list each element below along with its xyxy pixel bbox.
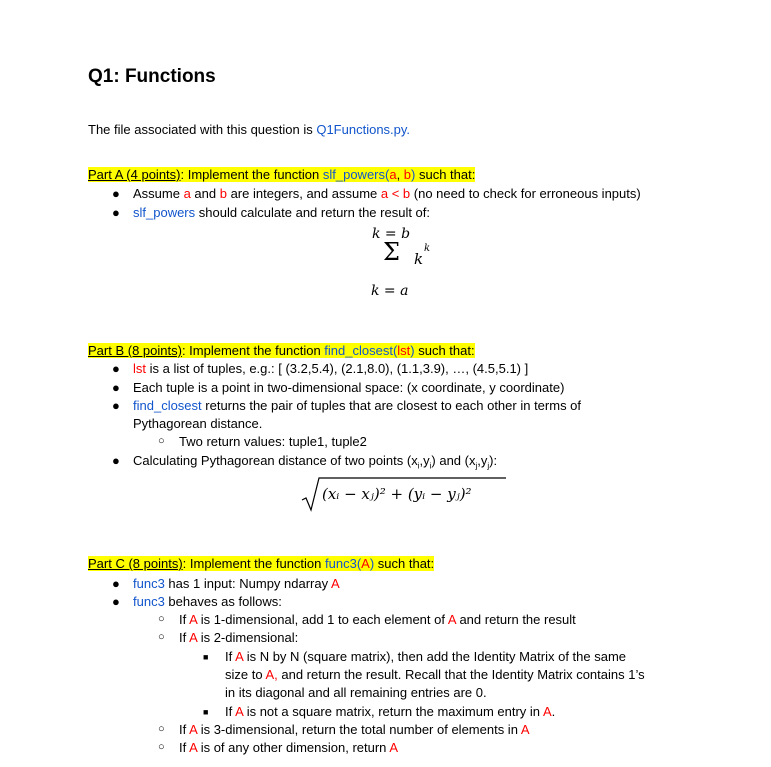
bullet-icon: ● bbox=[112, 453, 120, 468]
sum-upper-limit: k = b bbox=[372, 226, 411, 242]
sum-exponent: k bbox=[424, 243, 431, 254]
bullet-icon: ● bbox=[112, 361, 120, 376]
bullet-icon: ● bbox=[112, 398, 120, 413]
part-b-bullet-4: Calculating Pythagorean distance of two points $(x_i,y_i)$ and $(x_j,y_j)$: bbox=[133, 453, 498, 471]
part-c-sub-2: If A is 2-dimensional: bbox=[179, 630, 299, 645]
intro-line bbox=[88, 122, 410, 137]
part-b-bullet-3: find_closest returns the pair of tuples that are closest to each other in terms of bbox=[133, 398, 582, 413]
part-c-label: Part C (8 points) bbox=[88, 556, 183, 571]
bullet-icon: ● bbox=[112, 576, 120, 591]
part-b-bullet-1: lst is a list of tuples, e.g.: [ (3.2,5.4), (2.1,8.0), (1.1,3.9), …, (4.5,5.1) ] bbox=[133, 361, 529, 376]
sub-bullet-icon: ○ bbox=[158, 631, 165, 643]
sum-term: k bbox=[414, 250, 424, 268]
sigma-symbol: Σ bbox=[383, 238, 400, 266]
part-a-text: : Implement the function bbox=[180, 167, 323, 182]
part-c-bullet-1: func3 has 1 input: Numpy ndarray A bbox=[133, 576, 340, 591]
sub-bullet-icon: ○ bbox=[158, 435, 165, 447]
part-c-bullet-2: func3 behaves as follows: bbox=[133, 594, 282, 609]
part-a-arg2: b bbox=[403, 167, 412, 182]
bullet-icon: ● bbox=[112, 186, 120, 201]
part-a-arg1: a bbox=[389, 167, 397, 182]
part-a-close: ) bbox=[411, 167, 416, 182]
sub-bullet-icon: ○ bbox=[158, 741, 165, 753]
part-c-heading: Part C (8 points): Implement the function func3(A) such that: bbox=[88, 556, 435, 571]
sum-lower-limit: k = a bbox=[371, 283, 409, 299]
part-b-sub-1: Two return values: tuple1, tuple2 bbox=[179, 434, 367, 449]
part-c-sub-3: If A is 3-dimensional, return the total number of elements in A bbox=[179, 722, 530, 737]
part-c-sub-4: If A is of any other dimension, return A bbox=[179, 740, 398, 755]
part-b-label: Part B (8 points) bbox=[88, 343, 182, 358]
bullet-icon: ● bbox=[112, 205, 120, 220]
part-a-sep: , bbox=[396, 167, 404, 182]
sub-bullet-icon: ○ bbox=[158, 613, 165, 625]
square-bullet-icon: ■ bbox=[203, 707, 209, 717]
file-name: Q1Functions.py. bbox=[316, 122, 411, 137]
part-b-heading: Part B (8 points): Implement the function find_closest(lst) such that: bbox=[88, 343, 475, 358]
part-a-heading bbox=[88, 167, 475, 182]
part-b-bullet-3-cont: Pythagorean distance. bbox=[133, 416, 263, 431]
part-a-tail: such that: bbox=[415, 167, 476, 182]
bullet-icon: ● bbox=[112, 594, 120, 609]
intro-text: The file associated with this question is bbox=[88, 122, 317, 137]
page-title: Q1: Functions bbox=[88, 66, 216, 87]
part-a-bullet-1: Assume a and b are integers, and assume a < b (no need to check for erroneous inputs) bbox=[133, 186, 641, 201]
square-bullet-icon: ■ bbox=[203, 652, 209, 662]
bullet-icon: ● bbox=[112, 380, 120, 395]
part-c-subsub-2: If A is not a square matrix, return the maximum entry in A. bbox=[225, 704, 556, 719]
part-a-bullet-2: slf_powers should calculate and return the result of: bbox=[133, 205, 431, 220]
part-c-subsub-1-l3: in its diagonal and all remaining entries are 0. bbox=[225, 685, 487, 700]
distance-formula: (xᵢ − xⱼ)² + (yᵢ − yⱼ)² bbox=[322, 485, 472, 503]
part-a-func: slf_powers( bbox=[322, 167, 390, 182]
part-a-label: Part A (4 points) bbox=[88, 167, 181, 182]
sub-bullet-icon: ○ bbox=[158, 723, 165, 735]
part-c-subsub-1: If A is N by N (square matrix), then add the Identity Matrix of the same bbox=[225, 649, 627, 664]
part-b-bullet-2: Each tuple is a point in two-dimensional space: (x coordinate, y coordinate) bbox=[133, 380, 565, 395]
part-c-sub-1: If A is 1-dimensional, add 1 to each element of A and return the result bbox=[179, 612, 576, 627]
part-c-subsub-1-l2: size to A, and return the result. Recall that the Identity Matrix contains 1’s bbox=[225, 667, 645, 682]
